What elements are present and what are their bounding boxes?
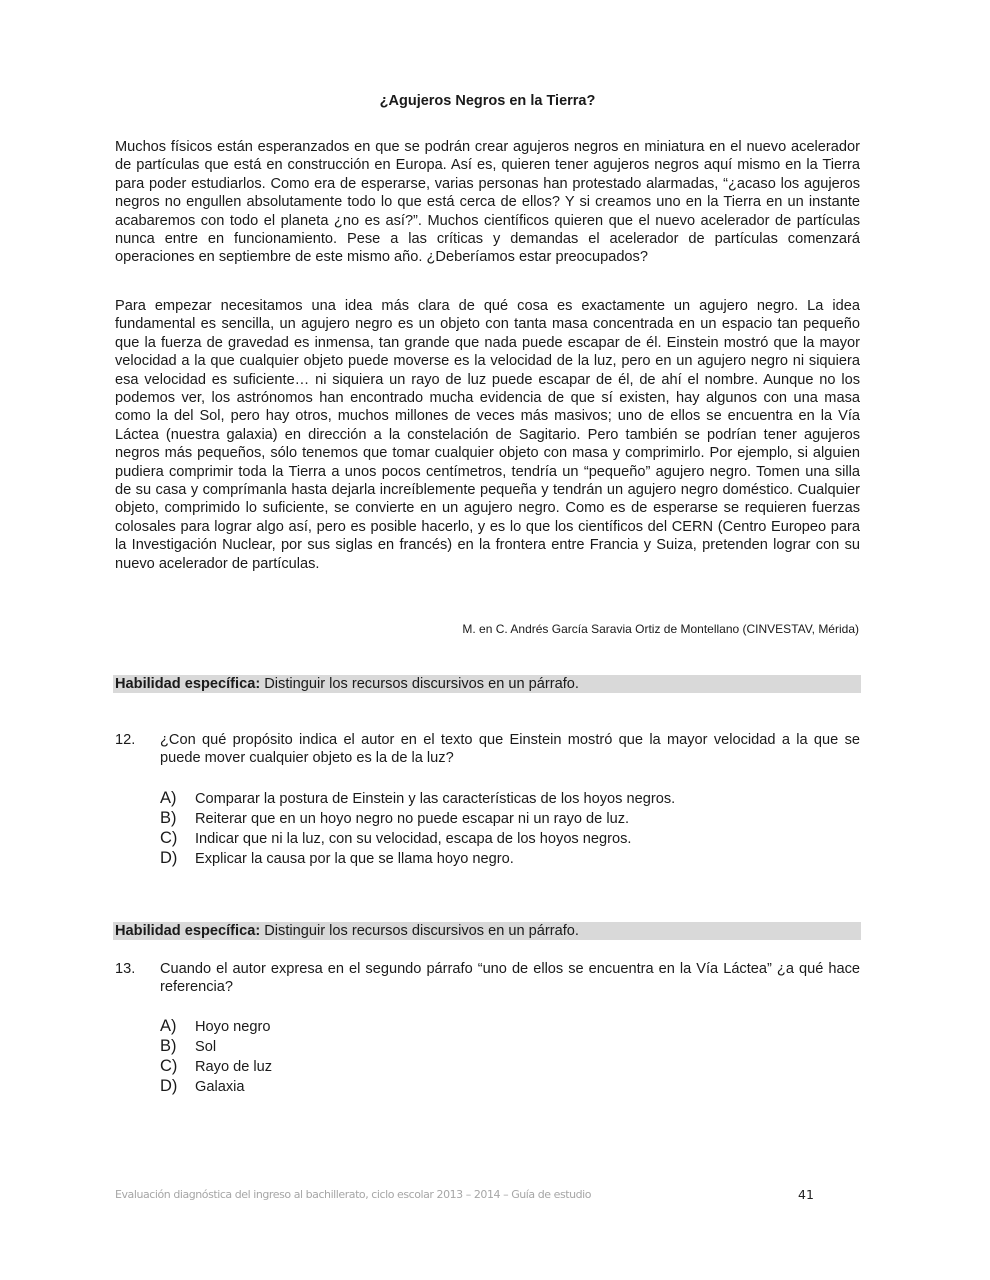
question-12 xyxy=(115,731,860,768)
skill-label: Habilidad específica: xyxy=(115,923,261,939)
skill-text: Distinguir los recursos discursivos en un párrafo. xyxy=(260,676,579,692)
answer-option[interactable] xyxy=(160,1036,272,1056)
answer-option[interactable] xyxy=(160,828,675,848)
option-letter: B) xyxy=(160,809,177,827)
option-letter: A) xyxy=(160,789,177,807)
skill-banner xyxy=(113,922,861,940)
option-letter: C) xyxy=(160,829,178,847)
skill-label: Habilidad específica: xyxy=(115,676,261,692)
page-number: 41 xyxy=(798,1187,814,1202)
article-paragraph-1: Muchos físicos están esperanzados en que se podrán crear agujeros negros en miniatura en el nuevo acelerador de partículas que está en construcción en Europa. Así es, quieren tener agujeros negros aquí mismo en la Tierra para poder estudiarlos. Como era de esperarse, varias personas han protestado alarmadas, “¿acaso los agujeros negros no engullen absolutamente todo lo que está cerca de ellos? Y si creamos uno en la Tierra en un instante acabaremos con todo el planeta ¿no es así?”. Muchos científicos quieren que el nuevo acelerador de partículas nunca entre en funcionamiento. Pese a las críticas y demandas el acelerador de partículas comenzará operaciones en septiembre de este mismo año. ¿Deberíamos estar preocupados? xyxy=(115,139,860,266)
article-paragraph-2: Para empezar necesitamos una idea más clara de qué cosa es exactamente un agujero negro. La idea fundamental es sencilla, un agujero negro es un objeto con tanta masa concentrada en un espacio tan pequeño que la fuerza de gravedad es inmensa, tan grande que nada puede escapar de él. Einstein mostró que la mayor velocidad a la que cualquier objeto puede moverse es la velocidad de la luz, pero en un agujero negro ni siquiera esa velocidad es suficiente… ni siquiera un rayo de luz puede escapar de él, de ahí el nombre. Aunque no los podemos ver, los astrónomos han encontrado mucha evidencia de que sí existen, hay algunos con una masa como la del Sol, pero hay otros, muchos millones de veces más masivos; uno de ellos se encuentra en la Vía Láctea (nuestra galaxia) en dirección a la constelación de Sagitario. Pero también se podrían tener agujeros negros más pequeños, sólo tenemos que tomar cualquier objeto con masa y comprimirlo. Por ejemplo, si alguien pudiera comprimir toda la Tierra a unos pocos centímetros, tendría un “pequeño” agujero negro. Tomen una silla de su casa y comprímanla hasta dejarla increíblemente pequeña y tendrán un agujero negro doméstico. Cualquier objeto, comprimido lo suficiente, se convierte en un agujero negro. Como es de esperarse se requieren fuerzas colosales para lograr algo así, pero es posible hacerlo, y es lo que los científicos del CERN (Centro Europeo para la Investigación Nuclear, por sus siglas en francés) en la frontera entre Francia y Suiza, pretenden lograr con su nuevo acelerador de partículas. xyxy=(115,298,860,572)
option-text: Sol xyxy=(195,1039,217,1055)
article-title: ¿Agujeros Negros en la Tierra? xyxy=(379,93,596,109)
answer-option[interactable] xyxy=(160,1016,272,1036)
option-letter: C) xyxy=(160,1057,178,1075)
skill-text: Distinguir los recursos discursivos en un párrafo. xyxy=(260,923,579,939)
article-author: M. en C. Andrés García Saravia Ortiz de Montellano (CINVESTAV, Mérida) xyxy=(462,622,859,636)
question-13 xyxy=(115,960,860,997)
option-text: Galaxia xyxy=(195,1079,245,1095)
option-text: Indicar que ni la luz, con su velocidad, escapa de los hoyos negros. xyxy=(195,831,632,847)
skill-banner xyxy=(113,675,861,693)
option-letter: D) xyxy=(160,1077,178,1095)
question-stem: Cuando el autor expresa en el segundo párrafo “uno de ellos se encuentra en la Vía Láctea” ¿a qué hace referencia? xyxy=(160,961,860,996)
option-text: Comparar la postura de Einstein y las características de los hoyos negros. xyxy=(195,791,676,807)
question-number: 13. xyxy=(115,961,136,977)
answer-options-12 xyxy=(160,788,675,868)
page-footer: Evaluación diagnóstica del ingreso al bachillerato, ciclo escolar 2013 – 2014 – Guía de estudio xyxy=(115,1188,592,1201)
answer-option[interactable] xyxy=(160,788,675,808)
option-text: Reiterar que en un hoyo negro no puede escapar ni un rayo de luz. xyxy=(195,811,630,827)
answer-option[interactable] xyxy=(160,1056,272,1076)
question-number: 12. xyxy=(115,732,136,748)
answer-option[interactable] xyxy=(160,1076,272,1096)
answer-option[interactable] xyxy=(160,808,675,828)
answer-option[interactable] xyxy=(160,848,675,868)
question-stem: ¿Con qué propósito indica el autor en el texto que Einstein mostró que la mayor velocidad a la que se puede mover cualquier objeto es la de la luz? xyxy=(160,732,860,767)
option-letter: B) xyxy=(160,1037,177,1055)
option-text: Hoyo negro xyxy=(195,1019,271,1035)
option-letter: D) xyxy=(160,849,178,867)
option-letter: A) xyxy=(160,1017,177,1035)
option-text: Explicar la causa por la que se llama hoyo negro. xyxy=(195,851,514,867)
answer-options-13 xyxy=(160,1016,272,1096)
option-text: Rayo de luz xyxy=(195,1059,273,1075)
